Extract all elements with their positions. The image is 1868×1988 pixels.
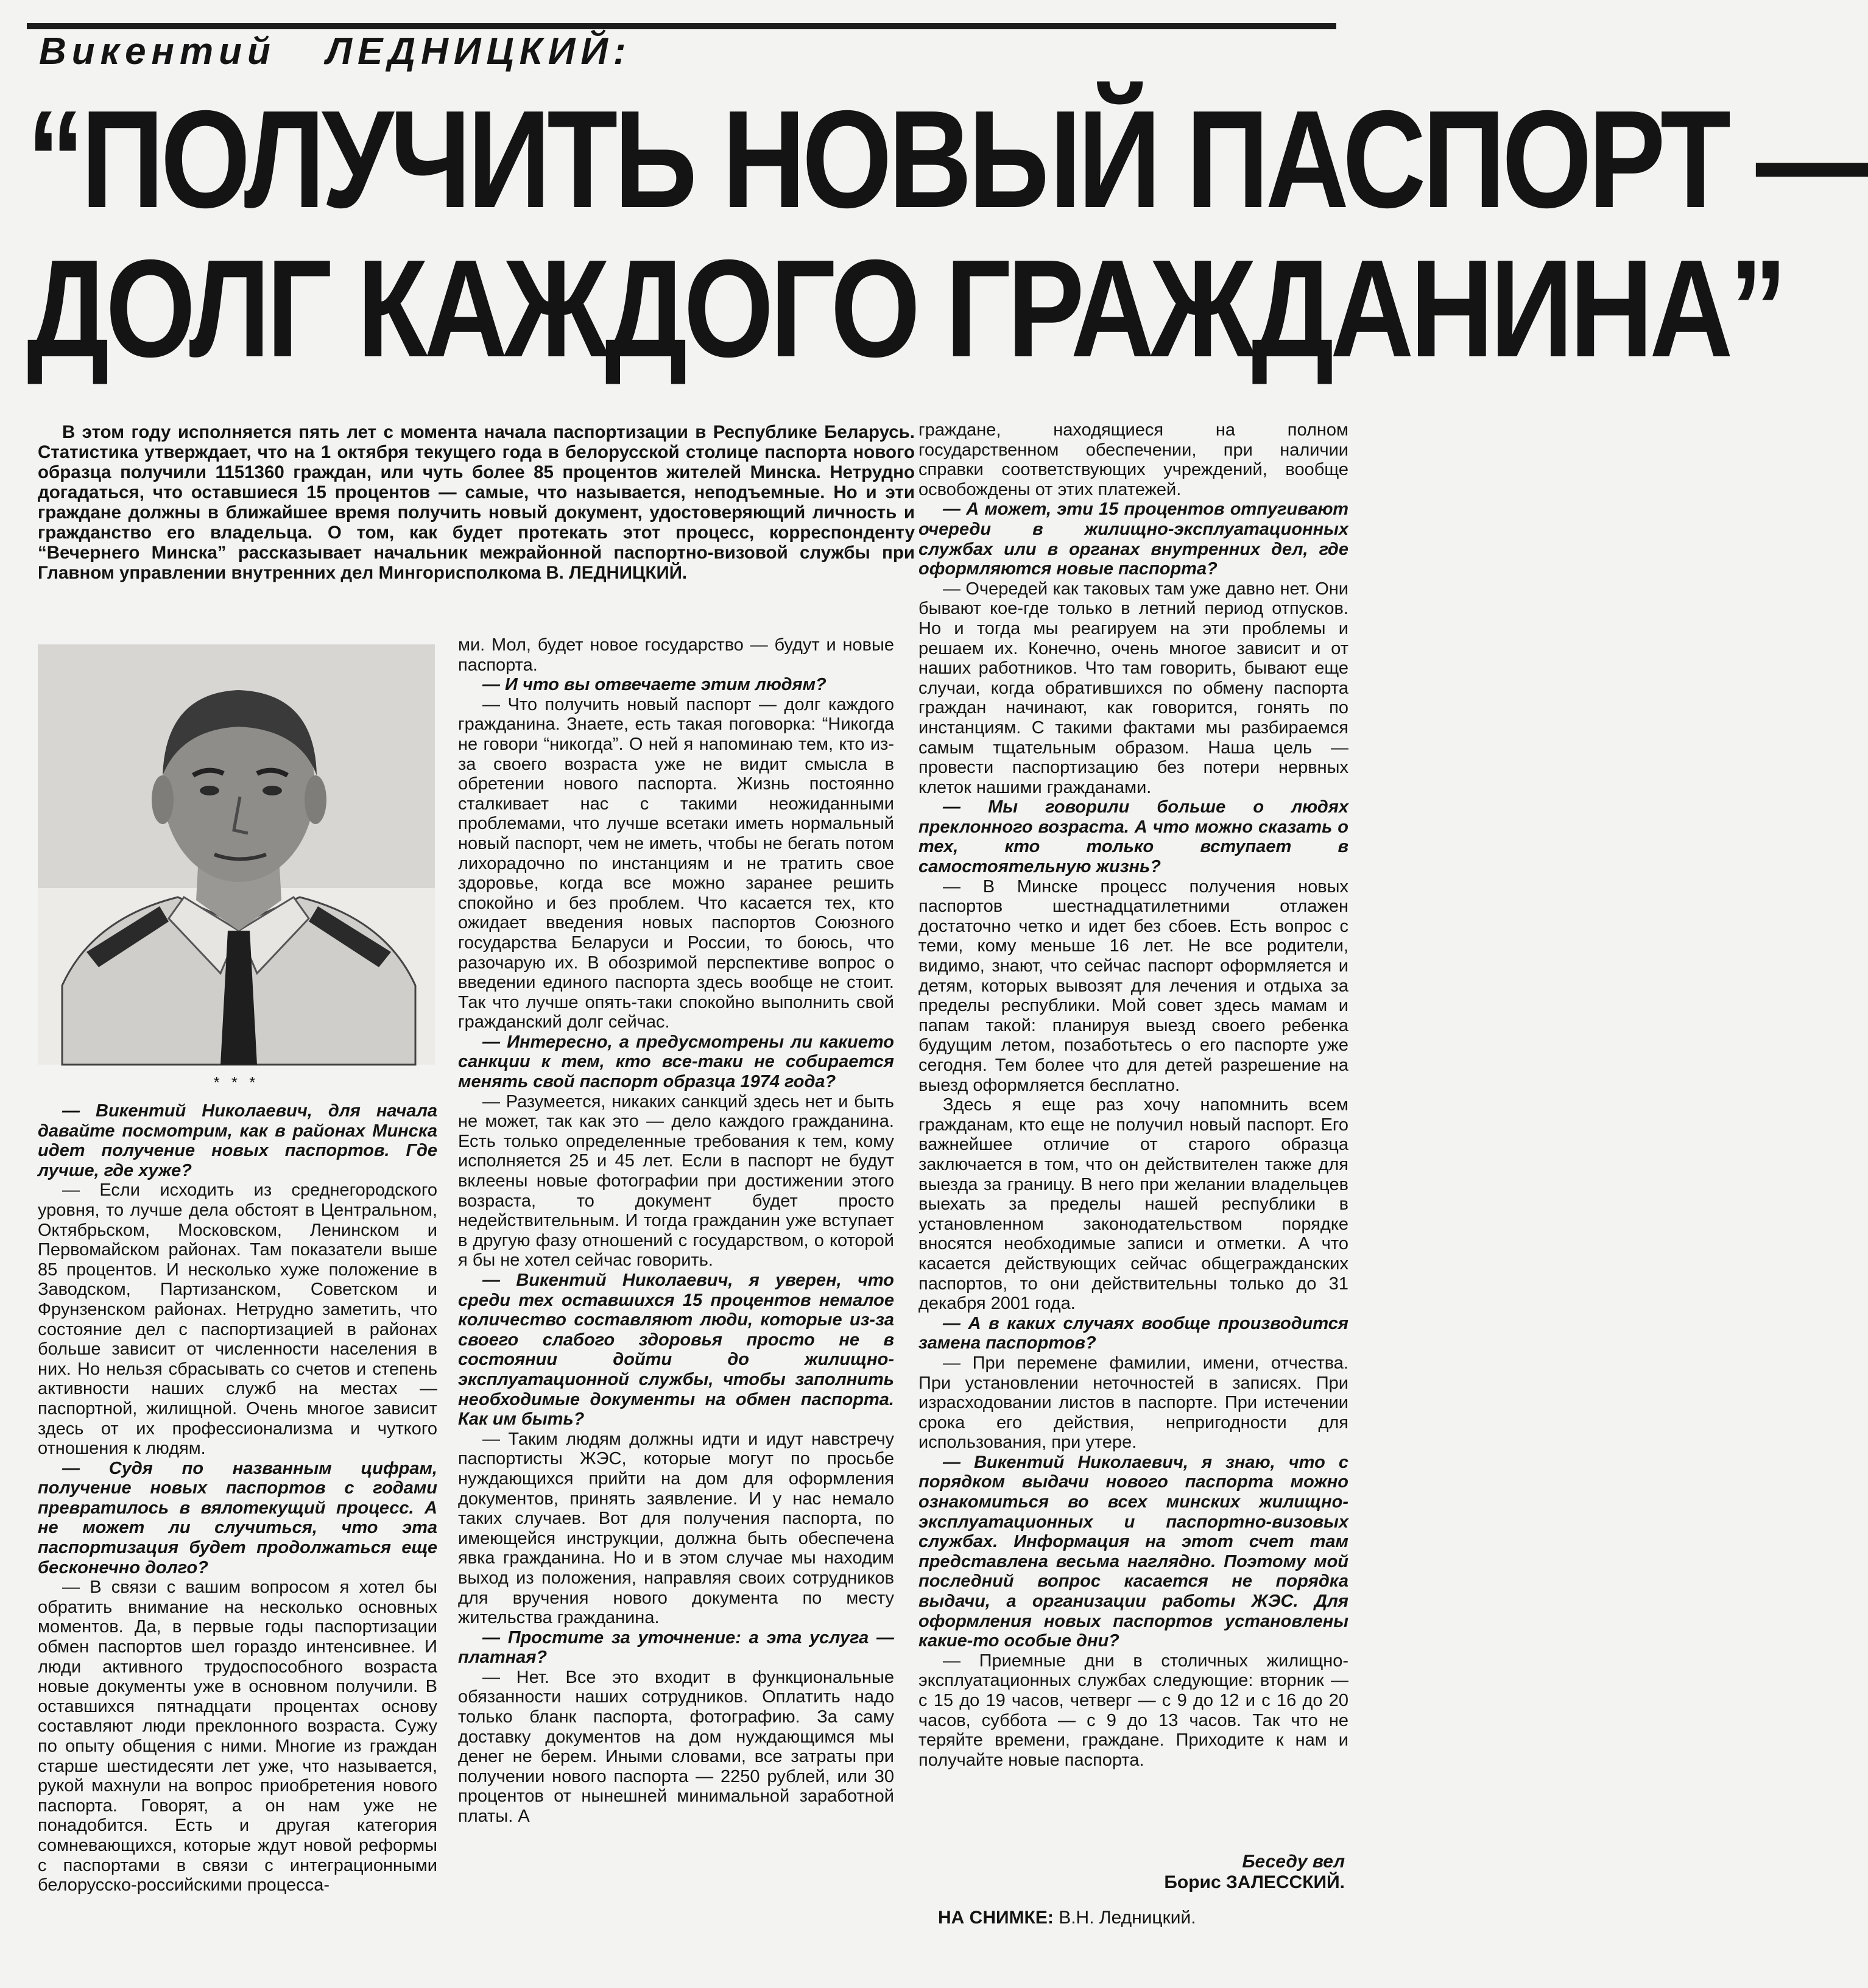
byline-last-name: ЛЕДНИЦКИЙ: (326, 30, 632, 72)
photo-caption (938, 1907, 1352, 1929)
answer-paragraph: ми. Мол, будет новое государство — будут и новые паспорта. (458, 635, 894, 675)
answer-paragraph: — В Минске процесс получения новых паспортов шестнадцатилетними отлажен достаточно четко и идет без сбоев. Есть вопрос с теми, кому меньше 16 лет. Не все родители, видимо, знают, что сейчас паспорт оформляется и детям, которых вывозят для лечения и отдыха за пределы республики. Мой совет здесь мамам и папам такой: планируя выезд своего ребенка будущим летом, позаботьтесь о его паспорте уже сегодня. Тем более что для детей разрешение на выезд оформляется бесплатно. (918, 876, 1348, 1095)
answer-paragraph: — Очередей как таковых там уже давно нет. Они бывают кое-где только в летний период отпусков. Но и тогда мы реагируем на эти проблемы и решаем их. Конечно, очень многое зависит и от наших работников. Что там говорить, бывают еще случаи, когда обратившихся по обмену паспорта граждан начинают, как говорится, гонять по инстанциям. С такими фактами мы разбираемся самым тщательным образом. Наша цель — провести паспортизацию без потери нервных клеток нашими гражданами. (918, 579, 1348, 797)
portrait-photo-icon (38, 644, 435, 1065)
byline (39, 24, 831, 79)
question-paragraph: — Викентий Николаевич, я знаю, что с порядком выдачи нового паспорта можно ознакомиться во всех минских жилищно-эксплуатационных и паспортно-визовых службах. Информация на этот счет там представлена весьма наглядно. Поэтому мой последний вопрос касается не порядка выдачи, а организации работы ЖЭС. Для оформления новых паспортов установлены какие-то особые дни? (918, 1452, 1348, 1651)
answer-paragraph: — Разумеется, никаких санкций здесь нет и быть не может, так как это — дело каждого гражданина. Есть только определенные требования к тем, кому исполняется 25 и 45 лет. Если в паспорт не будут вклеены новые фотографии при достижении этого возраста, то документ будет просто недействительным. И тогда гражданин уже вступает в другую фазу отношений с государством, о которой я бы не хотел сейчас говорить. (458, 1091, 894, 1271)
column-1 (38, 1101, 437, 1895)
headline-line-2: ДОЛГ КАЖДОГО ГРАЖДАНИНА” (27, 231, 1784, 387)
question-paragraph: — Мы говорили больше о людях преклонного возраста. А что можно сказать о тех, кто только вступает в самостоятельную жизнь? (918, 797, 1348, 877)
section-separator: * * * (213, 1073, 259, 1091)
answer-paragraph: — Таким людям должны идти и идут навстречу паспортисты ЖЭС, которые могут по просьбе нуждающихся прийти на дом для оформления документов, принять заявление. И у нас немало таких случаев. Вот для получения паспорта, по имеющейся инструкции, должна быть обеспечена явка гражданина. Но и в этом случае мы находим выход из положения, направляя своих сотрудников для вручения нового документа по месту жительства гражданина. (458, 1429, 894, 1628)
answer-paragraph: граждане, находящиеся на полном государственном обеспечении, при наличии справки соответствующих учреждений, вообще освобождены от этих платежей. (918, 420, 1348, 499)
question-paragraph: — Простите за уточнение: а эта услуга — платная? (458, 1627, 894, 1668)
lead-paragraph: В этом году исполняется пять лет с момента начала паспортизации в Республике Беларусь. Статистика утверждает, что на 1 октября текущего года в белорусской столице паспорта нового образца получили 1151360 граждан, или чуть более 85 процентов жителей Минска. Нетрудно догадаться, что оставшиеся 15 процентов — самые, что называется, неподъемные. Но и эти граждане должны в ближайшее время получить новый документ, удостоверяющий личность и гражданство его владельца. О том, как будет протекать этот процесс, корреспонденту “Вечернего Минска” рассказывает начальник межрайонной паспортно-визовой службы при Главном управлении внутренних дел Мингорисполкома В. ЛЕДНИЦКИЙ. (38, 422, 915, 583)
caption-text: В.Н. Ледницкий. (1059, 1908, 1196, 1928)
question-paragraph: — Интересно, а предусмотрены ли какието санкции к тем, кто все-таки не собирается менять свой паспорт образца 1974 года? (458, 1032, 894, 1092)
caption-label: НА СНИМКЕ: (938, 1908, 1054, 1928)
column-2 (458, 635, 894, 1827)
answer-paragraph: Здесь я еще раз хочу напомнить всем гражданам, кто еще не получил новый паспорт. Его важнейшее отличие от старого образца заключается в том, что он действителен также для выезда за границу. В него при желании владельцев выехать за пределы нашей республики в установленном законодательством порядке вносятся необходимые записи и отметки. А что касается действующих сейчас общегражданских паспортов, то они действительны только до 31 декабря 2001 года. (918, 1095, 1348, 1314)
question-paragraph: — Викентий Николаевич, для начала давайте посмотрим, как в районах Минска идет получение новых паспортов. Где лучше, где хуже? (38, 1101, 437, 1180)
question-paragraph: — А может, эти 15 процентов отпугивают очереди в жилищно-эксплуатационных службах или в органах внутренних дел, где оформляются новые паспорта? (918, 499, 1348, 579)
answer-paragraph: — Что получить новый паспорт — долг каждого гражданина. Знаете, есть такая поговорка: “Никогда не говори “никогда”. О ней я напоминаю тем, кто из-за своего возраста уже не видит смысла в обретении нового паспорта. Жизнь постоянно сталкивает нас с такими неожиданными проблемами, что лучше всетаки иметь нормальный новый паспорт, чем не иметь, чтобы не бегать потом лихорадочно по инстанциям и не тратить свое здоровье, когда все можно заранее решить спокойно и без проблем. Что касается тех, кто ожидает введения новых паспортов Союзного государства Беларуси и России, то боюсь, что разочарую их. В обозримой перспективе вопрос о введении единого паспорта здесь вообще не стоит. Так что лучше опять-таки спокойно выполнить свой гражданский долг сейчас. (458, 694, 894, 1032)
byline-first-name: Викентий (39, 30, 276, 72)
answer-paragraph: — В связи с вашим вопросом я хотел бы обратить внимание на несколько основных моментов. Да, в первые годы паспортизации обмен паспортов шел гораздо интенсивнее. И люди активного трудоспособного возраста новые документы уже в основном получили. В оставшихся пятнадцати процентах основу составляют люди преклонного возраста. Сужу по опыту общения с ними. Многие из граждан старше шестидесяти лет уже, что называется, рукой махнули на вопрос приобретения нового паспорта. Говорят, а он нам уже не понадобится. Есть и другая категория сомневающихся, которые ждут новой реформы с паспортами в связи с интеграционными белорусско-российскими процесса- (38, 1577, 437, 1895)
answer-paragraph: — При перемене фамилии, имени, отчества. При установлении неточностей в записях. При израсходовании листов в паспорте. При истечении срока его действия, непригодности для использования, при утере. (918, 1353, 1348, 1453)
signoff-label: Беседу вел (1242, 1852, 1345, 1872)
question-paragraph: — Викентий Николаевич, я уверен, что среди тех оставшихся 15 процентов немалое количество составляют люди, которые из-за своего слабого здоровья просто не в состоянии дойти до жилищно-эксплуатационной службы, чтобы заполнить необходимые документы на обмен паспорта. Как им быть? (458, 1271, 894, 1429)
column-3 (918, 420, 1348, 1770)
answer-paragraph: — Нет. Все это входит в функциональные обязанности наших сотрудников. Оплатить надо только бланк паспорта, фотографию. За саму доставку документов на дом нуждающимся мы денег не берем. Иными словами, все затраты при получении нового паспорта — 2250 рублей, или 30 процентов от нынешней минимальной заработной платы. А (458, 1667, 894, 1827)
question-paragraph: — И что вы отвечаете этим людям? (482, 675, 827, 695)
portrait-photo (38, 644, 435, 1065)
question-paragraph: — А в каких случаях вообще производится замена паспортов? (918, 1313, 1348, 1353)
signoff-author: Борис ЗАЛЕССКИЙ. (1164, 1872, 1345, 1892)
answer-paragraph: — Если исходить из среднегородского уровня, то лучше дела обстоят в Центральном, Октябрьском, Московском, Ленинском и Первомайском районах. Там показатели выше 85 процентов. И несколько хуже положение в Заводском, Партизанском, Советском и Фрунзенском районах. Нетрудно заметить, что состояние дел с паспортизацией в районах больше зависит от численности населения в них. Но нельзя сбрасывать со счетов и степень активности наших служб на местах — паспортной, жилищной. Очень многое зависит здесь от их профессионализма и чуткого отношения к людям. (38, 1180, 437, 1459)
question-paragraph: — Судя по названным цифрам, получение новых паспортов с годами превратилось в вялотекущий процесс. А не может ли случиться, что эта паспортизация будет продолжаться еще бесконечно долго? (38, 1458, 437, 1577)
answer-paragraph: — Приемные дни в столичных жилищно-эксплуатационных службах следующие: вторник — с 15 до 19 часов, четверг — с 9 до 12 и с 16 до 20 часов, суббота — с 9 до 13 часов. Так что не теряйте времени, граждане. Приходите к нам и получайте новые паспорта. (918, 1651, 1348, 1770)
signoff (918, 1852, 1345, 1893)
headline-line-1: “ПОЛУЧИТЬ НОВЫЙ ПАСПОРТ — (27, 82, 1868, 238)
